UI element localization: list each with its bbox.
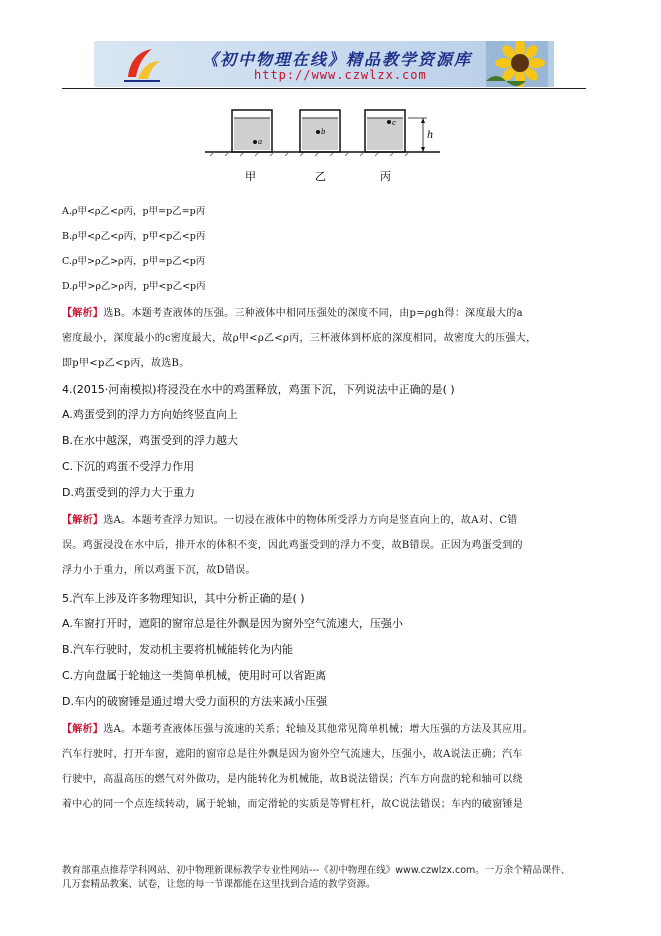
q3-explanation-line-3: 即p甲<p乙<p丙，故选B。 (62, 358, 190, 369)
q4-explanation-tag: 【解析】 (62, 515, 104, 526)
q4-option-a: A.鸡蛋受到的浮力方向始终竖直向上 (62, 408, 238, 421)
sunflower-icon (486, 41, 548, 87)
point-b-label: b (321, 128, 326, 136)
q3-option-d: D.ρ甲>ρ乙>ρ丙，p甲<p乙<p丙 (62, 281, 206, 292)
q3-explanation-line-1: 【解析】选B。本题考查液体的压强。三种液体中相同压强处的深度不同，由p=ρgh得：深度最大的a (62, 308, 523, 319)
q5-explanation-line-3: 行驶中，高温高压的燃气对外做功，是内能转化为机械能，故B说法错误；汽车方向盘的轮和轴可以绕 (62, 774, 523, 785)
q4-stem: 4.(2015·河南模拟)将浸没在水中的鸡蛋释放，鸡蛋下沉，下列说法中正确的是( ) (62, 383, 455, 396)
header-title: 《初中物理在线》精品教学资源库 (202, 50, 473, 69)
q5-option-a: A.车窗打开时，遮阳的窗帘总是往外飘是因为窗外空气流速大，压强小 (62, 617, 403, 630)
q5-option-b: B.汽车行驶时，发动机主要将机械能转化为内能 (62, 643, 294, 656)
beakers-figure (205, 100, 445, 190)
q4-option-d: D.鸡蛋受到的浮力大于重力 (62, 486, 195, 499)
q5-explanation-tag: 【解析】 (62, 724, 104, 735)
q5-option-c: C.方向盘属于轮轴这一类简单机械，使用时可以省距离 (62, 669, 327, 682)
label-jia: 甲 (245, 170, 256, 183)
q4-option-c: C.下沉的鸡蛋不受浮力作用 (62, 460, 195, 473)
q3-explanation-tag: 【解析】 (62, 308, 104, 319)
q5-stem: 5.汽车上涉及许多物理知识，其中分析正确的是( ) (62, 592, 305, 605)
q5-explanation-line-1: 【解析】选A。本题考查液体压强与流速的关系；轮轴及其他常见简单机械；增大压强的方法及其应用。 (62, 724, 534, 735)
q4-explanation-line-2: 误。鸡蛋浸没在水中后，排开水的体积不变，因此鸡蛋受到的浮力不变，故B错误。正因为鸡蛋受到的 (62, 540, 523, 551)
label-yi: 乙 (315, 170, 326, 183)
header-banner (94, 41, 554, 87)
q3-option-c: C.ρ甲>ρ乙>ρ丙，p甲=p乙<p丙 (62, 256, 206, 267)
beaker-jia (232, 110, 272, 152)
q5-explanation-line-4: 着中心的同一个点连续转动，属于轮轴，而定滑轮的实质是等臂杠杆，故C说法错误；车内的破窗锤是 (62, 799, 524, 810)
q4-option-b: B.在水中越深，鸡蛋受到的浮力越大 (62, 434, 239, 447)
footer-line-1: 教育部重点推荐学科网站、初中物理新课标教学专业性网站---《初中物理在线》www.czwlzx.com。一万余个精品课件、 (62, 865, 571, 876)
point-a-label: a (258, 138, 263, 146)
beaker-bing (365, 110, 405, 152)
height-marker (408, 118, 433, 152)
footer-line-2: 几万套精品教案、试卷，让您的每一节课都能在这里找到合适的教学资源。 (62, 879, 376, 890)
label-bing: 丙 (380, 170, 391, 183)
header-url[interactable]: http://www.czwlzx.com (254, 68, 427, 82)
q3-explanation-line-2: 密度最小，深度最小的c密度最大，故ρ甲<ρ乙<ρ丙，三杯液体到杯底的深度相同，故密度大的压强大， (62, 333, 537, 344)
q4-explanation-line-1: 【解析】选A。本题考查浮力知识。一切浸在液体中的物体所受浮力方向是竖直向上的，故A对、C错 (62, 515, 518, 526)
height-label: h (427, 130, 434, 141)
beaker-yi (300, 110, 340, 152)
q5-explanation-line-2: 汽车行驶时，打开车窗，遮阳的窗帘总是往外飘是因为窗外空气流速大，压强小，故A说法正确；汽车 (62, 749, 523, 760)
header-rule (62, 88, 586, 89)
q3-option-a: A.ρ甲<ρ乙<ρ丙，p甲=p乙=p丙 (62, 206, 206, 217)
q5-option-d: D.车内的破窗锤是通过增大受力面积的方法来减小压强 (62, 695, 327, 708)
site-logo-icon (122, 47, 162, 83)
q4-explanation-line-3: 浮力小于重力，所以鸡蛋下沉，故D错误。 (62, 565, 256, 576)
point-c-label: c (392, 119, 396, 127)
q3-option-b: B.ρ甲<ρ乙<ρ丙，p甲<p乙<p丙 (62, 231, 206, 242)
